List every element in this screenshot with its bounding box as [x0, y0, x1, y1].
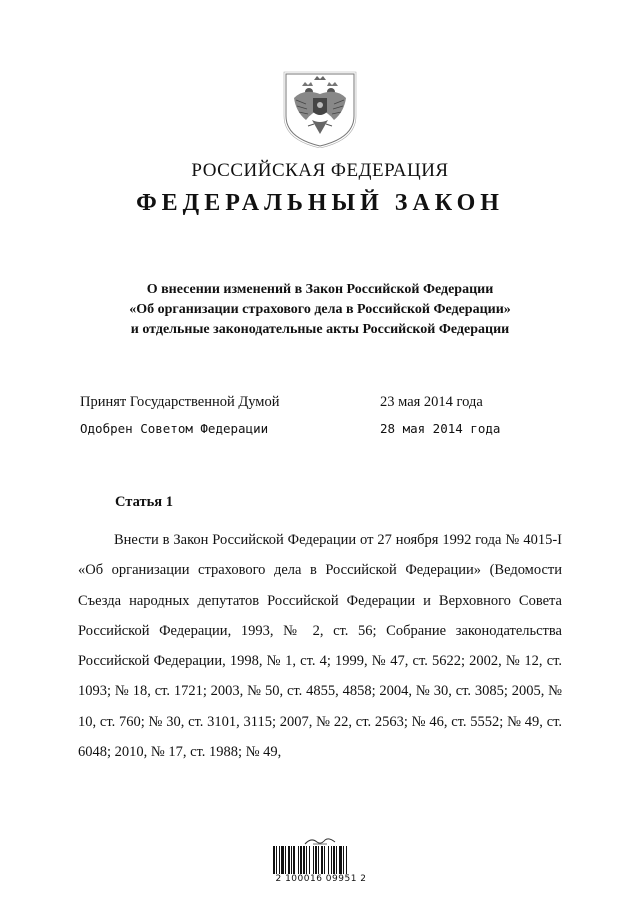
- barcode-bar: [328, 846, 329, 874]
- barcode-bar: [324, 846, 325, 874]
- barcode-bar: [288, 846, 290, 874]
- approval-date: 28 мая 2014 года: [380, 421, 501, 436]
- article-heading: Статья 1: [115, 494, 173, 510]
- country-name: РОССИЙСКАЯ ФЕДЕРАЦИЯ: [191, 160, 449, 181]
- barcode-bar: [291, 846, 292, 874]
- barcode-icon: [272, 846, 370, 874]
- barcode-bar: [303, 846, 305, 874]
- adoption-label: Принят Государственной Думой: [80, 394, 280, 410]
- barcode-bar: [285, 846, 286, 874]
- barcode-bar: [336, 846, 337, 874]
- barcode-bar: [339, 846, 342, 874]
- barcode-bar: [273, 846, 275, 874]
- law-title-line: «Об организации страхового дела в Российской Федерации»: [129, 302, 511, 317]
- barcode-number: 2 100016 09951 2: [275, 874, 367, 884]
- barcode-bar: [306, 846, 307, 874]
- barcode-bar: [333, 846, 335, 874]
- barcode-bar: [300, 846, 302, 874]
- barcode-bar: [309, 846, 310, 874]
- article-body-text: Внести в Закон Российской Федерации от 27 ноября 1992 года № 4015-I «Об организации страхового дела в Российской Федерации» (Ведомости Съезда народных депутатов Российской Федерации и Верховного Совета Российской Федерации, 1993, № 2, ст. 56; Собрание законодательства Российской Федерации, 1998, № 1, ст. 4; 1999, № 47, ст. 5622; 2002, № 12, ст. 1093; № 18, ст. 1721; 2003, № 50, ст. 4855, 4858; 2004, № 30, ст. 3085; 2005, № 10, ст. 760; № 30, ст. 3101, 3115; 2007, № 22, ст. 2563; № 46, ст. 5552; № 49, ст. 6048; 2010, № 17, ст. 1988; № 49,: [78, 532, 562, 761]
- barcode-bar: [343, 846, 344, 874]
- barcode-bar: [276, 846, 277, 874]
- law-title-line: О внесении изменений в Закон Российской Федерации: [146, 282, 494, 297]
- barcode-bar: [281, 846, 284, 874]
- signet-icon: [303, 836, 337, 846]
- barcode-bar: [279, 846, 280, 874]
- adoption-date: 23 мая 2014 года: [380, 394, 483, 410]
- barcode-bar: [313, 846, 314, 874]
- barcode-bar: [315, 846, 317, 874]
- coat-of-arms-icon: [282, 68, 358, 148]
- barcode-bar: [331, 846, 332, 874]
- approval-label: Одобрен Советом Федерации: [80, 421, 269, 436]
- barcode-bar: [318, 846, 319, 874]
- barcode-bar: [298, 846, 299, 874]
- barcode-bar: [346, 846, 347, 874]
- barcode-bar: [293, 846, 295, 874]
- law-title: [70, 280, 570, 340]
- document-type: ФЕДЕРАЛЬНЫЙ ЗАКОН: [136, 190, 504, 216]
- law-title-line: и отдельные законодательные акты Российской Федерации: [130, 322, 510, 337]
- barcode-bar: [321, 846, 323, 874]
